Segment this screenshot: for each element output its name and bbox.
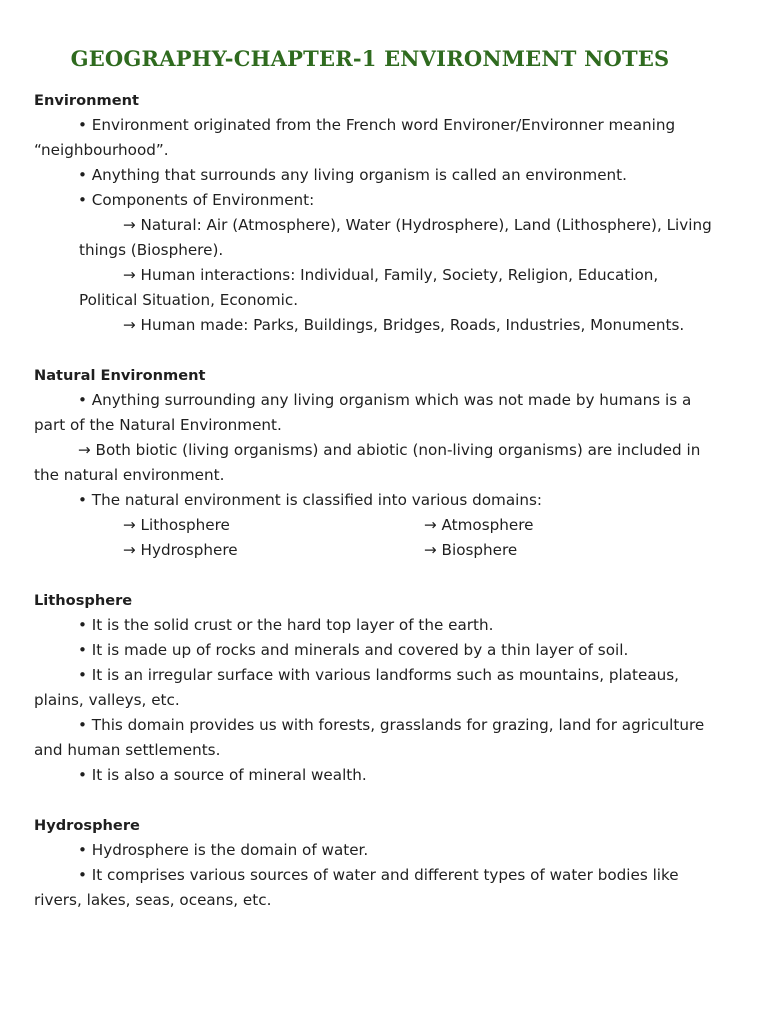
page-title: GEOGRAPHY-CHAPTER-1 ENVIRONMENT NOTES bbox=[70, 46, 670, 71]
environment-component-natural: → Natural: Air (Atmosphere), Water (Hydrosphere), Land (Lithosphere), Living things (Biosphere). bbox=[79, 216, 712, 259]
domain-lithosphere: → Lithosphere bbox=[123, 516, 230, 534]
heading-hydrosphere: Hydrosphere bbox=[34, 817, 140, 834]
notes-content bbox=[34, 88, 714, 913]
lithosphere-point-1: • It is the solid crust or the hard top layer of the earth. bbox=[78, 616, 494, 634]
environment-component-human-interactions: → Human interactions: Individual, Family, Society, Religion, Education, Political Situation, Economic. bbox=[79, 266, 659, 309]
spacer bbox=[34, 338, 714, 363]
lithosphere-point-3: • It is an irregular surface with various landforms such as mountains, plateaus, plains, valleys, etc. bbox=[34, 666, 679, 709]
natural-arrow-point: → Both biotic (living organisms) and abiotic (non-living organisms) are included in the natural environment. bbox=[34, 441, 701, 484]
domain-biosphere: → Biosphere bbox=[424, 541, 518, 559]
environment-point-2: • Anything that surrounds any living organism is called an environment. bbox=[78, 166, 627, 184]
natural-point-1: • Anything surrounding any living organism which was not made by humans is a part of the Natural Environment. bbox=[34, 391, 692, 434]
environment-component-human-made: → Human made: Parks, Buildings, Bridges, Roads, Industries, Monuments. bbox=[123, 316, 685, 334]
heading-natural-environment: Natural Environment bbox=[34, 367, 206, 384]
heading-environment: Environment bbox=[34, 92, 139, 109]
spacer bbox=[34, 563, 714, 588]
spacer bbox=[34, 788, 714, 813]
domain-atmosphere: → Atmosphere bbox=[424, 516, 534, 534]
natural-point-2: • The natural environment is classified into various domains: bbox=[78, 491, 543, 509]
domains-row-2 bbox=[34, 538, 714, 563]
lithosphere-point-2: • It is made up of rocks and minerals and covered by a thin layer of soil. bbox=[78, 641, 629, 659]
environment-point-3: • Components of Environment: bbox=[78, 191, 315, 209]
domains-row-1 bbox=[34, 513, 714, 538]
lithosphere-point-4: • This domain provides us with forests, grasslands for grazing, land for agriculture and human settlements. bbox=[34, 716, 705, 759]
hydrosphere-point-1: • Hydrosphere is the domain of water. bbox=[78, 841, 369, 859]
heading-lithosphere: Lithosphere bbox=[34, 592, 133, 609]
hydrosphere-point-2: • It comprises various sources of water and different types of water bodies like rivers, lakes, seas, oceans, etc. bbox=[34, 866, 679, 909]
lithosphere-point-5: • It is also a source of mineral wealth. bbox=[78, 766, 367, 784]
domain-hydrosphere: → Hydrosphere bbox=[123, 541, 238, 559]
environment-point-1: • Environment originated from the French word Environer/Environner meaning “neighbourhood”. bbox=[34, 116, 676, 159]
